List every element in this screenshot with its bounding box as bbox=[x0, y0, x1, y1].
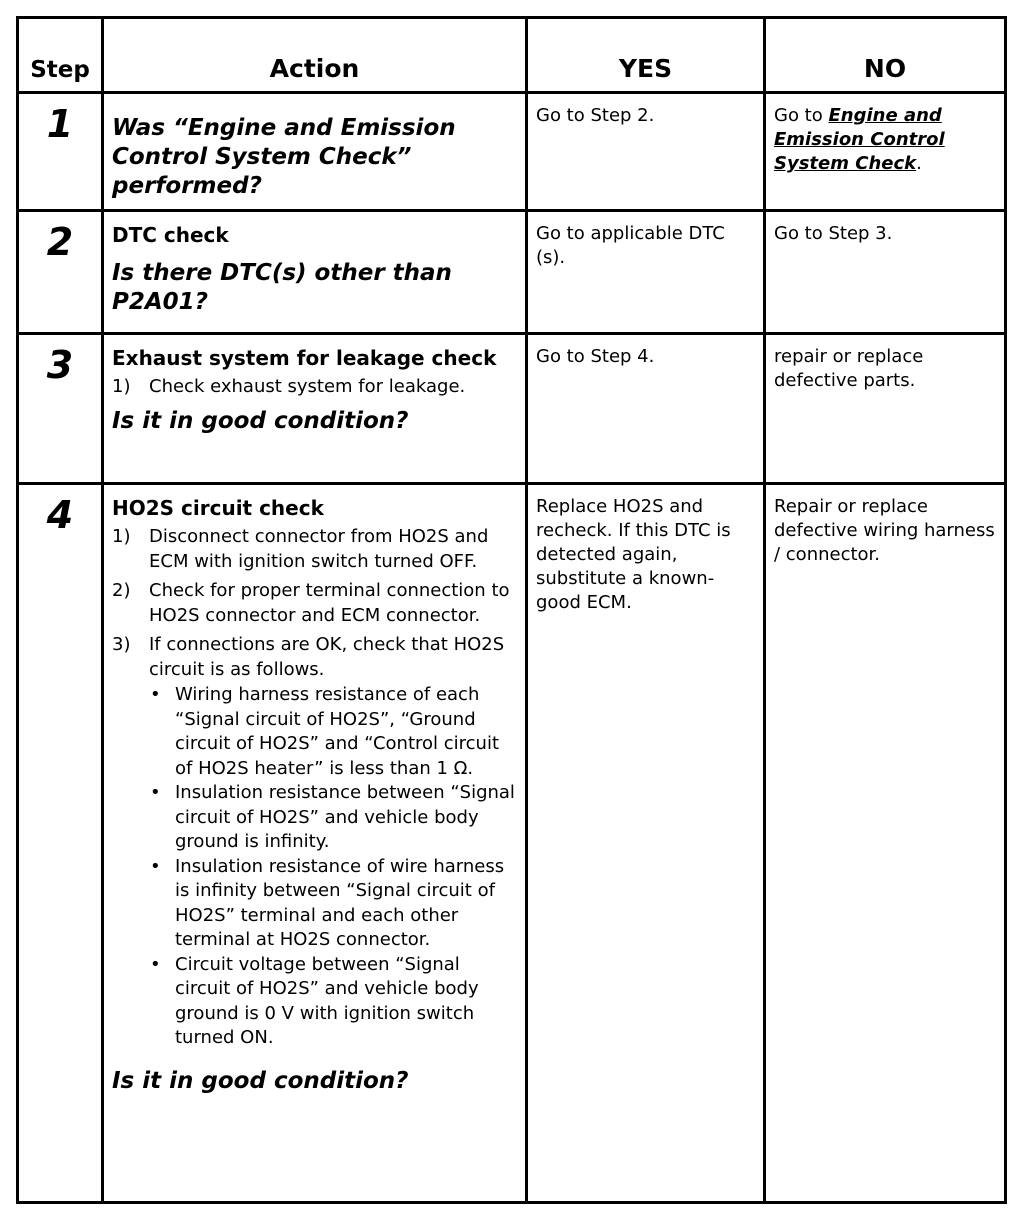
table-row bbox=[18, 484, 1006, 1203]
bullet-icon: • bbox=[150, 782, 161, 803]
criteria-text: Insulation resistance between “Signal circuit of HO2S” and vehicle body ground is infinity. bbox=[175, 782, 515, 852]
step-number: 1 bbox=[18, 93, 103, 211]
list-item bbox=[138, 953, 517, 1051]
yes-cell: Go to Step 2. bbox=[527, 93, 765, 211]
no-cell bbox=[765, 93, 1006, 211]
bullet-icon: • bbox=[150, 684, 161, 705]
substep-number: 1) bbox=[112, 526, 131, 547]
action-cell bbox=[103, 334, 527, 484]
header-action: Action bbox=[103, 18, 527, 93]
bullet-icon: • bbox=[150, 953, 161, 975]
action-cell bbox=[103, 93, 527, 211]
substep-list bbox=[112, 525, 517, 1051]
yes-cell: Replace HO2S and recheck. If this DTC is detected again, substitute a known-good ECM. bbox=[527, 484, 765, 1203]
action-cell bbox=[103, 484, 527, 1203]
substep-text: Check for proper terminal connection to HO2S connector and ECM connector. bbox=[149, 580, 510, 626]
step-title: HO2S circuit check bbox=[112, 496, 324, 520]
no-suffix: . bbox=[916, 153, 922, 174]
no-prefix: Go to bbox=[774, 105, 829, 126]
yes-cell: Go to Step 4. bbox=[527, 334, 765, 484]
no-cell: Go to Step 3. bbox=[765, 211, 1006, 334]
step-number: 4 bbox=[18, 484, 103, 1203]
substep-text: If connections are OK, check that HO2S circuit is as follows. bbox=[149, 634, 505, 680]
list-item bbox=[138, 683, 517, 781]
step-title: DTC check bbox=[112, 223, 229, 247]
list-item bbox=[138, 781, 517, 855]
bullet-icon: • bbox=[150, 855, 161, 877]
header-yes: YES bbox=[527, 18, 765, 93]
step-question: Was “Engine and Emission Control System Check” performed? bbox=[112, 115, 456, 199]
step-number: 2 bbox=[18, 211, 103, 334]
no-cell: Repair or replace defective wiring harness / connector. bbox=[765, 484, 1006, 1203]
diagnostic-table bbox=[16, 16, 1007, 1204]
list-item bbox=[112, 525, 517, 574]
header-step: Step bbox=[18, 18, 103, 93]
list-item bbox=[112, 375, 517, 400]
substep-text: Check exhaust system for leakage. bbox=[149, 376, 466, 397]
table-row bbox=[18, 211, 1006, 334]
yes-cell: Go to applicable DTC (s). bbox=[527, 211, 765, 334]
step-number: 3 bbox=[18, 334, 103, 484]
substep-number: 3) bbox=[112, 634, 131, 655]
engine-emission-check-link[interactable]: Engine and Emission Control System Check bbox=[774, 105, 945, 174]
step-title: Exhaust system for leakage check bbox=[112, 346, 497, 370]
list-item bbox=[138, 855, 517, 953]
action-cell bbox=[103, 211, 527, 334]
criteria-text: Circuit voltage between “Signal circuit of HO2S” and vehicle body ground is 0 V with ignition switch turned ON. bbox=[175, 953, 479, 1048]
list-item bbox=[112, 633, 517, 1051]
table-row bbox=[18, 334, 1006, 484]
list-item bbox=[112, 579, 517, 628]
header-no: NO bbox=[765, 18, 1006, 93]
step-question: Is it in good condition? bbox=[112, 407, 409, 434]
substep-text: Disconnect connector from HO2S and ECM with ignition switch turned OFF. bbox=[149, 526, 489, 572]
table-row bbox=[18, 93, 1006, 211]
no-cell: repair or replace defective parts. bbox=[765, 334, 1006, 484]
criteria-text: Insulation resistance of wire harness is infinity between “Signal circuit of HO2S” terminal and each other terminal at HO2S connector. bbox=[175, 855, 505, 950]
table-header-row bbox=[18, 18, 1006, 93]
criteria-list bbox=[138, 683, 517, 1051]
step-question: Is there DTC(s) other than P2A01? bbox=[112, 260, 452, 315]
substep-number: 2) bbox=[112, 580, 131, 601]
criteria-text: Wiring harness resistance of each “Signal circuit of HO2S”, “Ground circuit of HO2S” and “Control circuit of HO2S heater” is less than 1 Ω. bbox=[175, 684, 500, 779]
step-question: Is it in good condition? bbox=[112, 1067, 409, 1094]
substep-list bbox=[112, 375, 517, 400]
substep-number: 1) bbox=[112, 376, 131, 397]
